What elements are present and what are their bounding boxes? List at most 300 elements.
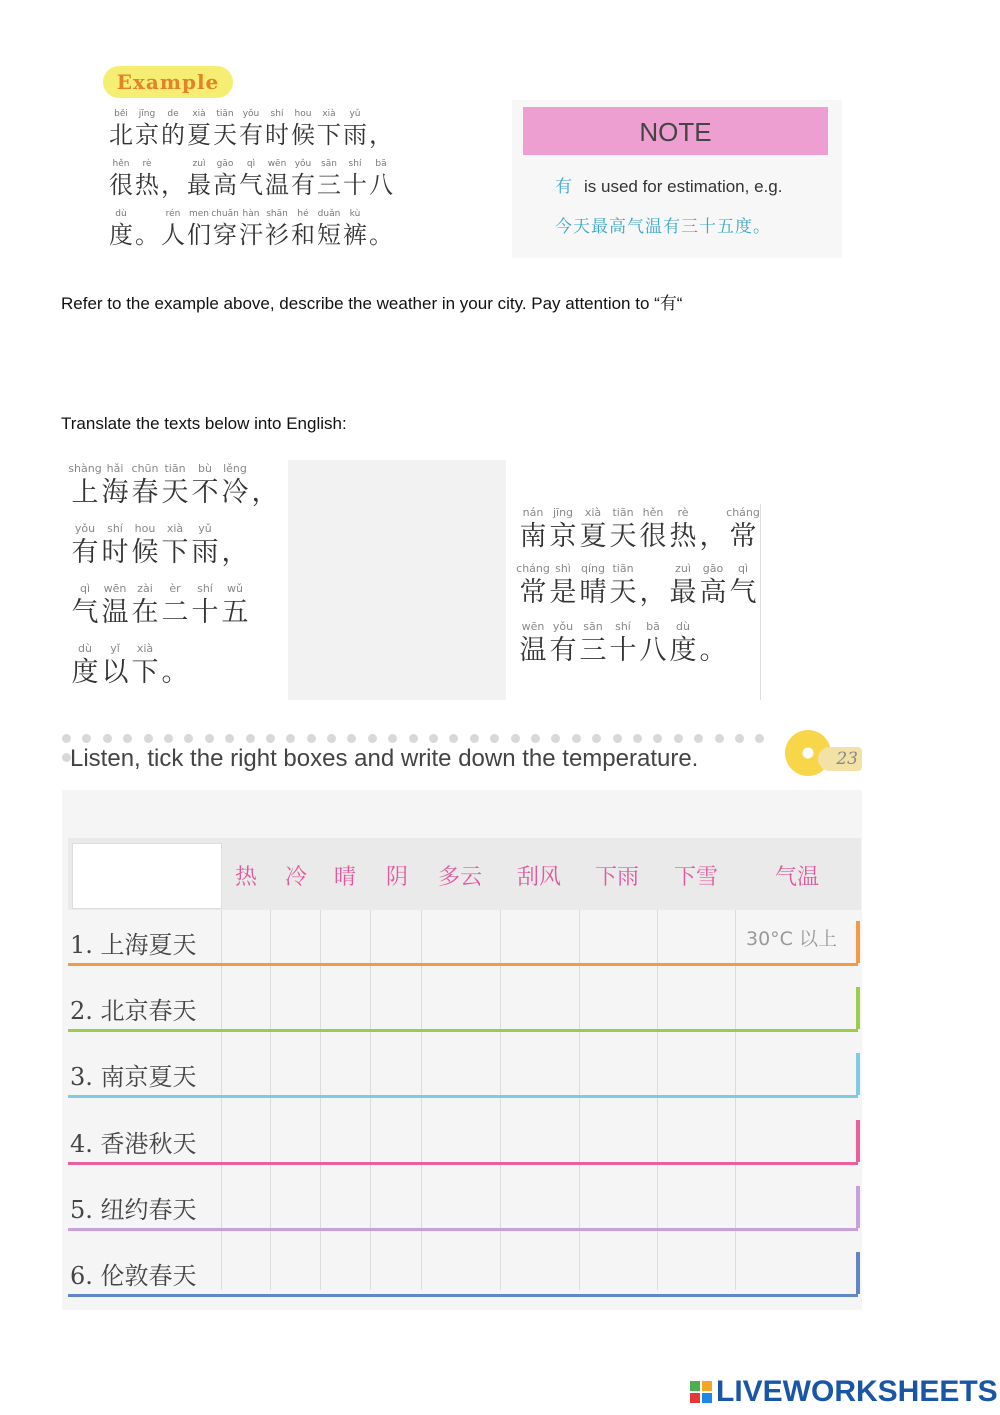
pinyin: cháng [726, 506, 760, 519]
passage-char [220, 522, 250, 570]
pinyin: qì [79, 582, 91, 595]
pinyin: hǎi [106, 462, 124, 475]
passage-char [638, 562, 668, 610]
pinyin: gāo [702, 562, 724, 575]
example-char [108, 208, 134, 250]
example-char [134, 108, 160, 150]
hanzi: 有 [71, 537, 99, 568]
dot [490, 734, 499, 743]
hanzi: 八 [639, 635, 667, 666]
example-line [108, 158, 394, 200]
row-end-mark [856, 1053, 860, 1095]
hanzi: 气 [729, 577, 757, 608]
row-label: 4. 香港秋天 [70, 1129, 197, 1158]
passage-char [548, 562, 578, 610]
example-char [238, 108, 264, 150]
hanzi: 度 [109, 221, 133, 249]
column-header: 多云 [437, 865, 482, 890]
pinyin: rè [142, 159, 152, 169]
pinyin: dù [676, 620, 690, 633]
hanzi: 时 [265, 121, 289, 149]
logo-square [702, 1381, 712, 1391]
hanzi: 在 [131, 597, 159, 628]
pinyin: xià [166, 522, 184, 535]
dot [347, 734, 356, 743]
hanzi: 衫 [265, 221, 289, 249]
pinyin: yǒu [242, 109, 260, 119]
dot [388, 734, 397, 743]
hanzi: 天 [609, 521, 637, 552]
passage-char [130, 522, 160, 570]
hanzi: 是 [549, 577, 577, 608]
dot [103, 734, 112, 743]
passage-char [160, 462, 190, 510]
pinyin: xià [192, 109, 206, 119]
passage-char [638, 506, 668, 554]
hanzi: 京 [549, 521, 577, 552]
hanzi: 天 [609, 577, 637, 608]
hanzi: 海 [101, 477, 129, 508]
passage-char [100, 522, 130, 570]
dot [449, 734, 458, 743]
pinyin: shān [266, 209, 288, 219]
passage-char [698, 562, 728, 610]
pinyin: rè [677, 506, 689, 519]
example-char [316, 108, 342, 150]
pinyin: shí [270, 109, 284, 119]
passage-char [518, 620, 548, 668]
dot [266, 734, 275, 743]
example-char [238, 208, 264, 250]
hanzi: 很 [109, 171, 133, 199]
hanzi: 气 [71, 597, 99, 628]
hanzi: 气 [239, 171, 263, 199]
example-char [160, 108, 186, 150]
pinyin: qì [246, 159, 256, 169]
hanzi: ， [251, 477, 279, 508]
passage-char [220, 582, 250, 630]
hanzi: 夏 [579, 521, 607, 552]
hanzi: 常 [729, 521, 757, 552]
hanzi: 度 [71, 657, 99, 688]
pinyin: lěng [223, 462, 247, 475]
dot [164, 734, 173, 743]
dot-divider [62, 728, 792, 742]
hanzi: 。 [369, 221, 393, 249]
hanzi: 天 [161, 477, 189, 508]
translate-instruction: Translate the texts below into English: [61, 414, 347, 433]
hanzi: 三 [579, 635, 607, 666]
example-line [108, 208, 394, 250]
row-label: 3. 南京夏天 [70, 1063, 197, 1092]
example-char [186, 208, 212, 250]
dot [633, 734, 642, 743]
dot [225, 734, 234, 743]
column-divider [421, 910, 422, 1290]
hanzi: 天 [213, 121, 237, 149]
column-header: 冷 [284, 865, 307, 890]
logo-square [702, 1393, 712, 1403]
example-char [290, 108, 316, 150]
hanzi: 。 [161, 657, 189, 688]
pinyin: sān [583, 620, 603, 633]
pinyin: qì [737, 562, 749, 575]
hanzi: ， [161, 171, 185, 199]
hanzi: 十 [609, 635, 637, 666]
example-char [342, 158, 368, 200]
passage-char [190, 462, 220, 510]
pinyin: tiān [164, 462, 186, 475]
passage-line [70, 582, 250, 630]
dot [144, 734, 153, 743]
column-divider [657, 910, 658, 1290]
liveworksheets-logo [690, 1375, 998, 1409]
hanzi: 二 [161, 597, 189, 628]
pinyin: shí [197, 582, 213, 595]
pinyin: chūn [131, 462, 159, 475]
hanzi: 高 [699, 577, 727, 608]
pinyin: dù [115, 209, 127, 219]
passage-char [698, 620, 728, 668]
hanzi: 三 [317, 171, 341, 199]
hanzi: 汗 [239, 221, 263, 249]
passage-char [728, 506, 758, 554]
hanzi: ， [699, 521, 727, 552]
dot [592, 734, 601, 743]
passage-char [250, 462, 280, 510]
hanzi: 晴 [579, 577, 607, 608]
row-underline [68, 1029, 858, 1032]
note-explanation: is used for estimation, e.g. [584, 177, 783, 196]
hanzi: 温 [519, 635, 547, 666]
hanzi: 下 [131, 657, 159, 688]
hanzi: 温 [101, 597, 129, 628]
passage-char [668, 506, 698, 554]
example-char [316, 158, 342, 200]
column-header: 阴 [385, 865, 408, 890]
pinyin: xià [136, 642, 154, 655]
column-header: 晴 [333, 865, 356, 890]
example-char [342, 208, 368, 250]
pinyin: hěn [642, 506, 664, 519]
hanzi: 春 [131, 477, 159, 508]
column-header: 气温 [774, 865, 819, 890]
dot [184, 734, 193, 743]
row-end-mark [856, 1252, 860, 1294]
column-header: 热 [234, 865, 257, 890]
passage-char [70, 522, 100, 570]
column-header: 下雪 [673, 865, 718, 890]
example-char [342, 108, 368, 150]
hanzi: 十 [343, 171, 367, 199]
dot [653, 734, 662, 743]
example-char [368, 108, 394, 150]
hanzi: 。 [699, 635, 727, 666]
temperature-value: 30°C 以上 [746, 928, 837, 950]
logo-text: LIVEWORKSHEETS [716, 1375, 998, 1408]
column-divider [221, 910, 222, 1290]
passage-char [160, 522, 190, 570]
passage-char [728, 562, 758, 610]
hanzi: 十 [191, 597, 219, 628]
pinyin: men [188, 209, 209, 219]
dot [572, 734, 581, 743]
hanzi: 以 [101, 657, 129, 688]
dot [205, 734, 214, 743]
row-underline [68, 963, 858, 966]
dot [82, 734, 91, 743]
hanzi: 八 [369, 171, 393, 199]
passage-line [518, 620, 728, 668]
passage-char [220, 462, 250, 510]
example-char [368, 208, 394, 250]
passage-char [190, 582, 220, 630]
pinyin: xià [322, 109, 336, 119]
hanzi: ， [639, 577, 667, 608]
pinyin: chuān [211, 209, 239, 219]
hanzi: 很 [639, 521, 667, 552]
hanzi: 最 [187, 171, 211, 199]
pinyin: kù [349, 209, 361, 219]
passage-line [518, 562, 758, 610]
hanzi: 短 [317, 221, 341, 249]
logo-square [690, 1393, 700, 1403]
example-char [212, 108, 238, 150]
column-header: 刮风 [516, 865, 561, 890]
passage-char [608, 620, 638, 668]
pinyin: nán [522, 506, 544, 519]
pinyin: duǎn [317, 209, 341, 219]
passage-char [70, 582, 100, 630]
passage-char [130, 642, 160, 690]
passage-char [160, 642, 190, 690]
row-label: 1. 上海夏天 [70, 931, 197, 959]
passage-char [668, 562, 698, 610]
row-label: 6. 伦敦春天 [70, 1262, 197, 1290]
hanzi: 热 [135, 171, 159, 199]
dot [429, 734, 438, 743]
pinyin: yǒu [74, 522, 96, 535]
passage-char [638, 620, 668, 668]
column-divider [500, 910, 501, 1290]
dot [246, 734, 255, 743]
hanzi: 下 [161, 537, 189, 568]
listening-title: Listen, tick the right boxes and write down the temperature. [70, 745, 699, 772]
hanzi: 下 [317, 121, 341, 149]
note-text [555, 172, 782, 197]
hanzi: 穿 [213, 221, 237, 249]
passage-char [698, 506, 728, 554]
hanzi: 高 [213, 171, 237, 199]
hanzi: 有 [291, 171, 315, 199]
example-char [108, 158, 134, 200]
example-char [290, 158, 316, 200]
passage-char [578, 620, 608, 668]
hanzi: 和 [291, 221, 315, 249]
example-badge: Example [103, 66, 233, 98]
dot [307, 734, 316, 743]
pinyin: tiān [612, 562, 634, 575]
passage-char [100, 462, 130, 510]
pinyin: shì [555, 562, 571, 575]
column-divider [579, 910, 580, 1290]
column-divider [320, 910, 321, 1290]
passage-char [548, 506, 578, 554]
dot [674, 734, 683, 743]
pinyin: bā [375, 159, 387, 169]
row-underline [68, 1228, 858, 1231]
dot [531, 734, 540, 743]
translation-answer-area [288, 460, 506, 700]
hanzi: 有 [549, 635, 577, 666]
pinyin: hàn [242, 209, 260, 219]
row-label: 5. 纽约春天 [70, 1195, 197, 1224]
passage-char [70, 462, 100, 510]
dot [62, 734, 71, 743]
pinyin: qíng [581, 562, 605, 575]
passage-char [578, 506, 608, 554]
hanzi: 夏 [187, 121, 211, 149]
table-corner-cell [72, 843, 222, 909]
pinyin: jīng [138, 109, 156, 119]
example-char [134, 208, 160, 250]
note-header: NOTE [523, 107, 828, 155]
passage-char [130, 582, 160, 630]
track-number: 23 [818, 747, 862, 771]
passage-char [548, 620, 578, 668]
example-char [134, 158, 160, 200]
example-char [186, 108, 212, 150]
passage-char [578, 562, 608, 610]
pinyin: de [167, 109, 179, 119]
passage-char [668, 620, 698, 668]
example-char [368, 158, 394, 200]
pinyin: yǔ [198, 522, 212, 535]
example-char [316, 208, 342, 250]
example-char [264, 108, 290, 150]
hanzi: 的 [161, 121, 185, 149]
hanzi: 不 [191, 477, 219, 508]
pinyin: hé [297, 209, 309, 219]
pinyin: zuì [192, 159, 206, 169]
hanzi: 有 [239, 121, 263, 149]
hanzi: 北 [109, 121, 133, 149]
hanzi: 上 [71, 477, 99, 508]
dot [409, 734, 418, 743]
example-char [238, 158, 264, 200]
dot [123, 734, 132, 743]
pinyin: èr [169, 582, 181, 595]
passage-line [70, 462, 280, 510]
example-char [108, 108, 134, 150]
pinyin: shí [348, 159, 362, 169]
passage-char [130, 462, 160, 510]
pinyin: xià [584, 506, 602, 519]
row-end-mark [856, 921, 860, 963]
hanzi: 。 [135, 221, 159, 249]
dot [715, 734, 724, 743]
hanzi: 最 [669, 577, 697, 608]
passage-line [518, 506, 758, 554]
dot [470, 734, 479, 743]
row-underline [68, 1294, 858, 1297]
passage-char [518, 506, 548, 554]
dot [613, 734, 622, 743]
pinyin: hou [294, 109, 312, 119]
pinyin: hou [134, 522, 156, 535]
note-example: 今天最高气温有三十五度。 [555, 217, 771, 237]
example-char [264, 158, 290, 200]
row-underline [68, 1162, 858, 1165]
dot [694, 734, 703, 743]
hanzi: 常 [519, 577, 547, 608]
row-end-mark [856, 987, 860, 1029]
dot [368, 734, 377, 743]
logo-mark-icon [690, 1381, 712, 1403]
passage-line [70, 522, 250, 570]
pinyin: tiān [216, 109, 234, 119]
pinyin: bā [646, 620, 660, 633]
hanzi: 候 [131, 537, 159, 568]
hanzi: 们 [187, 221, 211, 249]
pinyin: běi [114, 109, 128, 119]
pinyin: wǔ [227, 582, 243, 595]
pinyin: wēn [521, 620, 545, 633]
pinyin: hěn [112, 159, 130, 169]
pinyin: yǒu [294, 159, 312, 169]
pinyin: wēn [267, 159, 287, 169]
pinyin: tiān [612, 506, 634, 519]
dot [735, 734, 744, 743]
row-end-mark [856, 1186, 860, 1228]
dot [511, 734, 520, 743]
pinyin: yǐ [110, 642, 120, 655]
passage-char [518, 562, 548, 610]
example-char [160, 208, 186, 250]
hanzi: 候 [291, 121, 315, 149]
logo-square [690, 1381, 700, 1391]
passage-char [160, 582, 190, 630]
example-char [264, 208, 290, 250]
hanzi: 京 [135, 121, 159, 149]
pinyin: rén [165, 209, 181, 219]
example-char [212, 158, 238, 200]
pinyin: gāo [216, 159, 234, 169]
pinyin: zuì [675, 562, 691, 575]
passage-char [70, 642, 100, 690]
hanzi: 南 [519, 521, 547, 552]
row-underline [68, 1095, 858, 1098]
pinyin: jīng [552, 506, 574, 519]
hanzi: 度 [669, 635, 697, 666]
hanzi: 时 [101, 537, 129, 568]
describe-instruction: Refer to the example above, describe the weather in your city. Pay attention to “有“ [61, 294, 683, 313]
dot [755, 734, 764, 743]
passage-char [100, 582, 130, 630]
hanzi: 温 [265, 171, 289, 199]
passage-char [190, 522, 220, 570]
pinyin: cháng [516, 562, 550, 575]
pinyin: yǒu [552, 620, 574, 633]
column-divider [735, 910, 736, 1290]
hanzi: 五 [221, 597, 249, 628]
example-line [108, 108, 394, 150]
column-divider [270, 910, 271, 1290]
pinyin: shàng [68, 462, 102, 475]
example-char [186, 158, 212, 200]
dot [286, 734, 295, 743]
dot [327, 734, 336, 743]
